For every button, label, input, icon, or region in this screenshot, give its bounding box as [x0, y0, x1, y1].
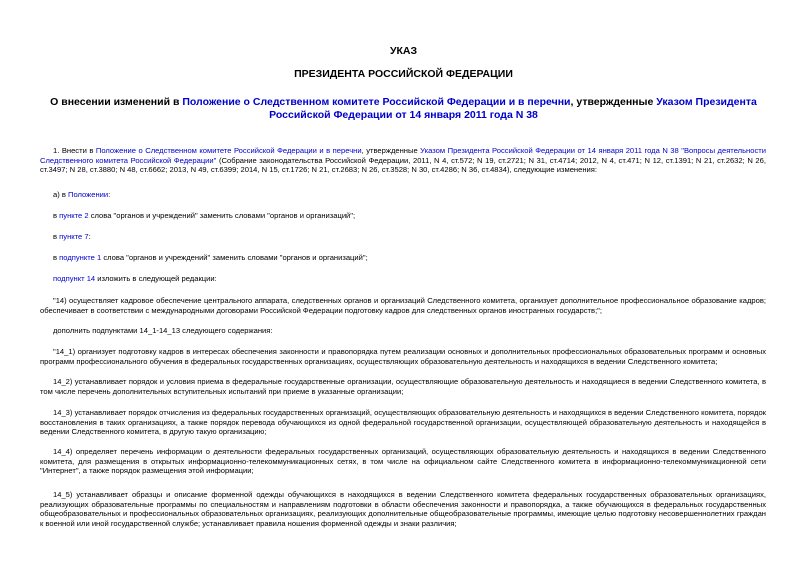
paragraph-13: 14_5) устанавливает образцы и описание форменной одежды обучающихся в находящихся в ведении Следственного комитета федеральных государственных образовательных организациях, реализующих образовательные программы по специальностям и направлениям подготовки в области обеспечения законности и правопорядка, а также обучающихся в федеральных государственных общеобразовательных и профессиональных образовательных организациях, реализующих дополнительные общеобразовательные программы, имеющие целью подготовку несовершеннолетних граждан к военной или иной государственной службе; устанавливает правила ношения форменной одежды и знаки различия; [40, 490, 766, 528]
document-title: УКАЗ [389, 45, 418, 57]
paragraph-5 [53, 253, 766, 263]
subject-link-decree[interactable]: Указом Президента Российской Федерации от 14 января 2011 года N 38 [269, 96, 757, 121]
subject-link-regulation[interactable]: Положение о Следственном комитете Российской Федерации и в перечни [182, 96, 571, 108]
p3-text-2: слова "органов и учреждений" заменить словами "органов и организаций"; [88, 211, 356, 220]
p5-text-1: в [53, 253, 60, 262]
paragraph-12: 14_4) определяет перечень информации о деятельности федеральных государственных организаций, осуществляющих образовательную деятельность и находящихся в ведении Следственного комитета, для размещения в открытых информационно-телекоммуникационных сетях, в том числе на официальном сайте Следственного комитета в информационно-телекоммуникационной сети "Интернет", а также порядок размещения этой информации; [40, 447, 766, 476]
p3-text-1: в [53, 211, 60, 220]
paragraph-1 [40, 146, 766, 175]
p4-text-1: в [53, 232, 60, 241]
paragraph-4 [53, 232, 766, 242]
paragraph-2 [53, 190, 766, 200]
p1-text-2: , утвержденные [361, 146, 421, 155]
subject-text-1: О внесении изменений в [50, 96, 183, 108]
p1-link-decree[interactable]: Указом Президента Российской Федерации от 14 января 2011 года N 38 "Вопросы деятельности Следственного комитета Российской Федерации" [40, 146, 766, 165]
p4-link-item-7[interactable]: пункте 7 [59, 232, 89, 241]
paragraph-7: "14) осуществляет кадровое обеспечение центрального аппарата, следственных органов и организаций Следственного комитета, организует дополнительное профессиональное образование кадров; обеспечивает в соответствии с международными договорами Российской Федерации подготовку кадров для следственных органов иностранных государств;"; [40, 296, 766, 315]
p5-text-2: слова "органов и учреждений" заменить словами "органов и организаций"; [101, 253, 368, 262]
document-subject [22, 96, 785, 122]
document-authority: ПРЕЗИДЕНТА РОССИЙСКОЙ ФЕДЕРАЦИИ [294, 68, 513, 80]
p2-text-1: а) в [53, 190, 69, 199]
paragraph-3 [53, 211, 766, 221]
p1-text-3: (Собрание законодательства Российской Федерации, 2011, N 4, ст.572; N 19, ст.2721; N 31, ст.4714; 2012, N 4, ст.471; N 12, ст.1391; N 21, ст.2632; N 26, ст.3497; N 28, ст.3880; N 48, ст.6662; 2013, N 49, ст.6399; 2014, N 15, ст.1726; N 21, ст.2683; N 26, ст.3528; N 30, ст.4286; N 36, ст.4834), следующие изменения: [40, 155, 766, 175]
p1-link-regulation[interactable]: Положение о Следственном комитете Российской Федерации и в перечни [95, 146, 362, 155]
paragraph-11: 14_3) устанавливает порядок отчисления из федеральных государственных организаций, осуществляющих образовательную деятельность и находящихся в ведении Следственного комитета, порядок восстановления в таких организациях, а также порядок перевода обучающихся из одной федеральной государственной организации, осуществляющей образовательную деятельность и находящейся в ведении Следственного комитета, в другую такую организацию; [40, 408, 766, 437]
p2-link-regulation[interactable]: Положении [68, 190, 109, 199]
p1-text-1: 1. Внести в [53, 146, 96, 155]
p5-link-subitem-1[interactable]: подпункте 1 [59, 253, 102, 262]
p3-link-item-2[interactable]: пункте 2 [59, 211, 89, 220]
paragraph-10: 14_2) устанавливает порядок и условия приема в федеральные государственные организации, осуществляющие образовательную деятельность и находящиеся в ведении Следственного комитета, в том числе перечень дополнительных вступительных испытаний при приеме в указанные организации; [40, 377, 766, 396]
paragraph-6 [53, 274, 766, 284]
p4-text-2: : [88, 232, 91, 241]
p6-link-subitem-14[interactable]: подпункт 14 [53, 274, 96, 283]
p6-text-2: изложить в следующей редакции: [95, 274, 217, 283]
paragraph-8: дополнить подпунктами 14_1-14_13 следующего содержания: [53, 326, 273, 335]
subject-text-2: , утвержденные [570, 96, 657, 108]
p2-text-2: : [108, 190, 111, 199]
paragraph-9: "14_1) организует подготовку кадров в интересах обеспечения законности и правопорядка путем реализации основных и дополнительных профессиональных образовательных программ и основных программ профессионального обучения в федеральных государственных организациях, осуществляющих образовательную деятельность и находящихся в ведении Следственного комитета; [40, 347, 766, 366]
